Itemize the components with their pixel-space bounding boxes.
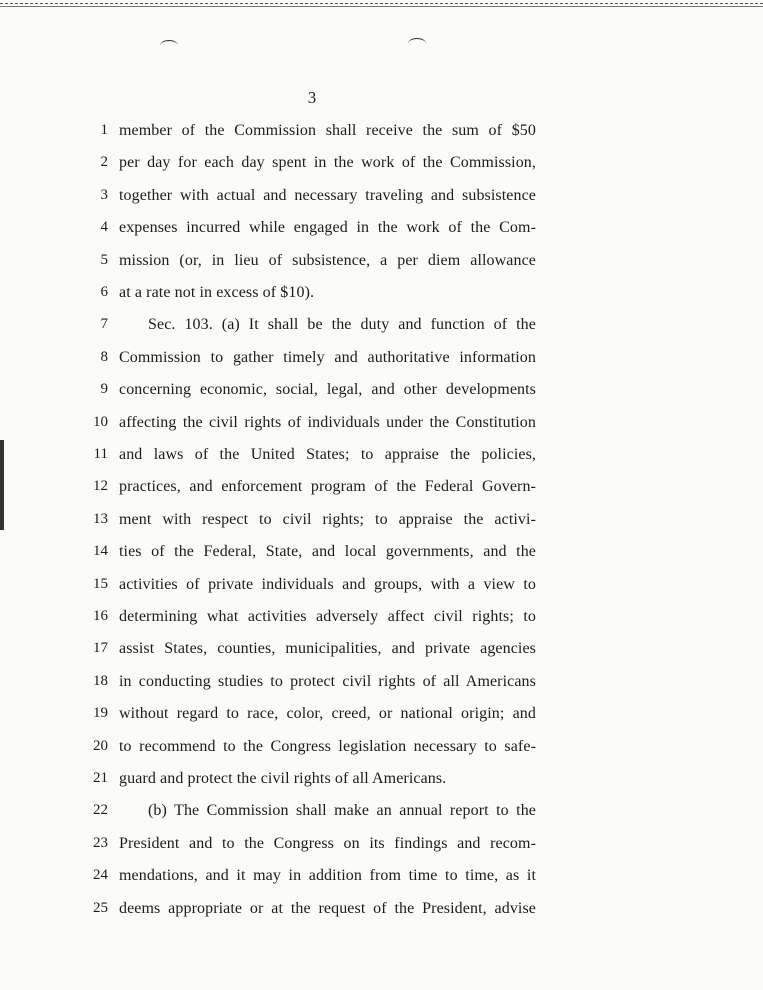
line-number: 1 bbox=[100, 122, 108, 138]
document-line bbox=[0, 673, 763, 703]
line-text: per day for each day spent in the work of the Commission, bbox=[119, 154, 536, 172]
document-line bbox=[0, 835, 763, 865]
line-text: in conducting studies to protect civil rights of all Americans bbox=[119, 672, 536, 690]
document-line bbox=[0, 900, 763, 930]
line-number: 18 bbox=[93, 672, 108, 689]
line-number: 4 bbox=[100, 219, 108, 236]
document-line bbox=[0, 543, 763, 573]
line-text: assist States, counties, municipalities, and private agencies bbox=[119, 640, 536, 658]
document-line bbox=[0, 252, 763, 282]
document-line bbox=[0, 316, 763, 346]
line-number: 22 bbox=[93, 802, 108, 819]
line-text: to recommend to the Congress legislation necessary to safe- bbox=[119, 737, 536, 755]
document-line bbox=[0, 802, 763, 832]
document-line bbox=[0, 122, 763, 152]
line-text: practices, and enforcement program of the Federal Govern- bbox=[119, 478, 536, 496]
document-line bbox=[0, 867, 763, 897]
line-number: 25 bbox=[93, 899, 108, 916]
line-number: 20 bbox=[93, 737, 108, 754]
line-number: 21 bbox=[93, 770, 108, 786]
line-text: at a rate not in excess of $10). bbox=[119, 284, 315, 301]
page-number: 3 bbox=[307, 88, 317, 107]
document-line bbox=[0, 608, 763, 638]
line-text: activities of private individuals and groups, with a view to bbox=[119, 575, 536, 593]
line-text: Sec. 103. (a) It shall be the duty and function of the bbox=[148, 316, 536, 334]
line-number: 10 bbox=[93, 413, 108, 430]
document-line bbox=[0, 576, 763, 606]
line-number: 8 bbox=[100, 348, 108, 365]
line-text: ment with respect to civil rights; to appraise the activi- bbox=[119, 510, 536, 528]
document-line bbox=[0, 284, 763, 314]
line-text: ties of the Federal, State, and local governments, and the bbox=[119, 543, 536, 561]
document-line bbox=[0, 511, 763, 541]
line-number: 23 bbox=[93, 834, 108, 851]
line-text: affecting the civil rights of individuals under the Constitution bbox=[119, 413, 536, 431]
line-number: 7 bbox=[100, 316, 108, 333]
line-text: and laws of the United States; to appraise the policies, bbox=[119, 446, 536, 463]
line-text: guard and protect the civil rights of all Americans. bbox=[119, 770, 447, 787]
line-text: without regard to race, color, creed, or national origin; and bbox=[119, 705, 536, 723]
line-text: mission (or, in lieu of subsistence, a per diem allowance bbox=[119, 251, 536, 269]
line-number: 24 bbox=[93, 867, 108, 884]
document-line bbox=[0, 640, 763, 670]
line-text: member of the Commission shall receive the sum of $50 bbox=[119, 122, 536, 139]
document-line bbox=[0, 705, 763, 735]
scan-mark-right bbox=[408, 38, 426, 49]
line-text: expenses incurred while engaged in the work of the Com- bbox=[119, 219, 536, 237]
line-number: 19 bbox=[93, 705, 108, 722]
line-text: President and to the Congress on its findings and recom- bbox=[119, 834, 536, 852]
top-edge-dashed-rule bbox=[0, 3, 763, 4]
document-line bbox=[0, 478, 763, 508]
document-line bbox=[0, 187, 763, 217]
line-text: (b) The Commission shall make an annual report to the bbox=[148, 802, 536, 820]
top-edge-rule bbox=[0, 6, 763, 7]
line-number: 14 bbox=[93, 543, 108, 560]
document-line bbox=[0, 219, 763, 249]
line-text: together with actual and necessary traveling and subsistence bbox=[119, 186, 536, 204]
document-line bbox=[0, 381, 763, 411]
line-number: 9 bbox=[100, 381, 108, 398]
line-number: 11 bbox=[93, 446, 108, 462]
line-text: deems appropriate or at the request of the President, advise bbox=[119, 899, 536, 917]
line-number: 13 bbox=[93, 510, 108, 527]
document-line bbox=[0, 349, 763, 379]
scan-mark-left bbox=[160, 40, 178, 51]
line-text: concerning economic, social, legal, and other developments bbox=[119, 381, 536, 399]
line-number: 12 bbox=[93, 478, 108, 495]
line-text: mendations, and it may in addition from time to time, as it bbox=[119, 867, 536, 885]
line-text: determining what activities adversely affect civil rights; to bbox=[119, 608, 536, 625]
document-line bbox=[0, 446, 763, 476]
document-line bbox=[0, 154, 763, 184]
line-text: Commission to gather timely and authoritative information bbox=[119, 348, 536, 366]
document-line bbox=[0, 770, 763, 800]
line-number: 5 bbox=[100, 251, 108, 268]
line-number: 15 bbox=[93, 575, 108, 592]
line-number: 16 bbox=[93, 608, 108, 624]
line-number: 2 bbox=[100, 154, 108, 171]
line-number: 17 bbox=[93, 640, 108, 657]
document-line bbox=[0, 738, 763, 768]
line-number: 3 bbox=[100, 186, 108, 203]
line-number: 6 bbox=[100, 284, 108, 300]
document-line bbox=[0, 414, 763, 444]
